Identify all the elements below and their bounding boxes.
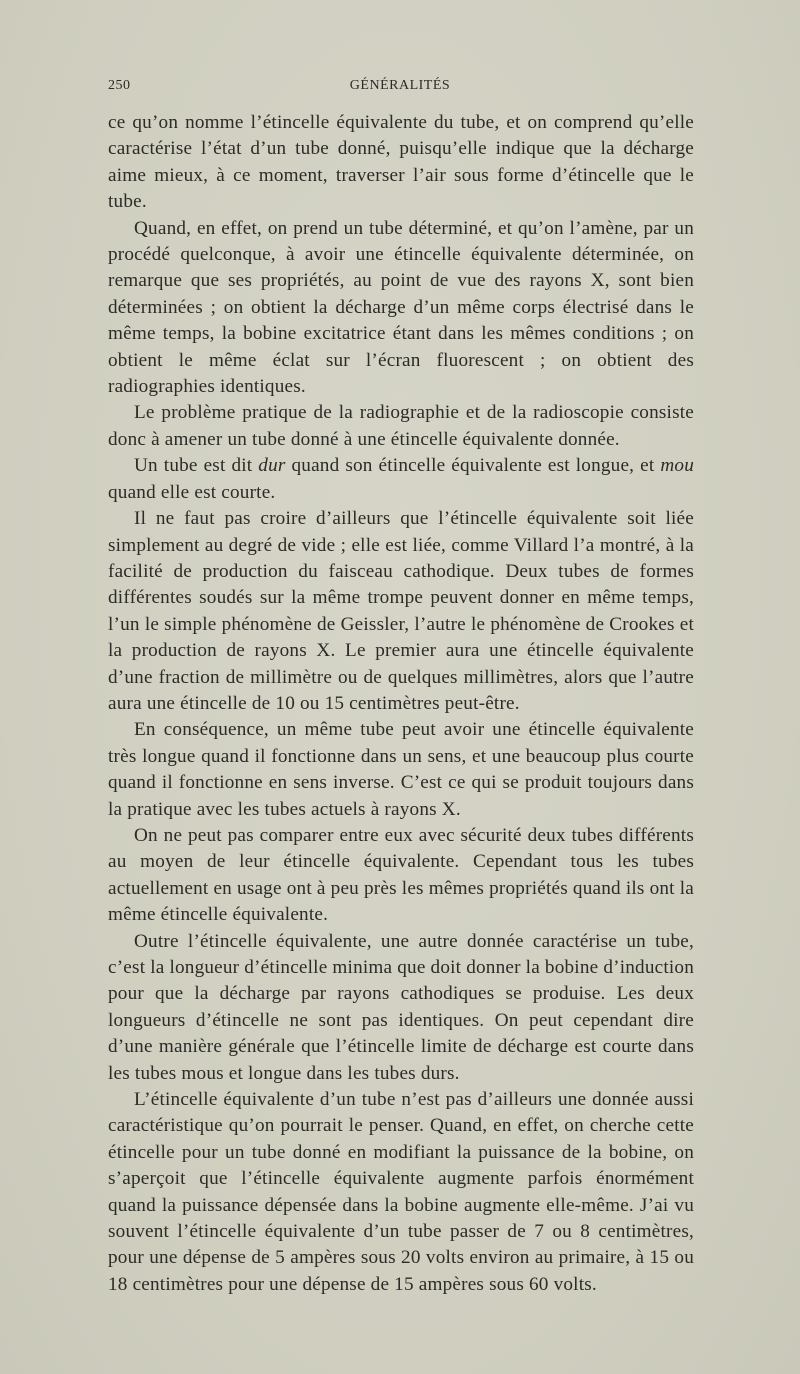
text-segment: Quand, en effet, on prend un tube déterminé, et qu’on l’amène, par un procédé quelconque, à avoir une étincelle équivalente déterminée, on remarque que ses propriétés, au point de vue des rayons X, sont bien déterminées ; on obtient la décharge d’un même corps électrisé dans le même temps, la bobine excitatrice étant dans les mêmes conditions ; on obtient le même éclat sur l’écran fluorescent ; on obtient des radiographies identiques. bbox=[108, 217, 694, 398]
text-segment: Un tube est dit bbox=[134, 455, 259, 477]
paragraph bbox=[108, 929, 694, 1087]
body-text bbox=[108, 110, 694, 1298]
text-segment: L’étincelle équivalente d’un tube n’est pas d’ailleurs une donnée aussi caractéristique qu’on pourrait le penser. Quand, en effet, on cherche cette étincelle pour un tube donné en modifiant la puissance de la bobine, on s’aperçoit que l’étincelle équivalente augmente parfois énormément quand la puissance dépensée dans la bobine augmente elle-même. J’ai vu souvent l’étincelle équivalente d’un tube passer de 7 ou 8 centimètres, pour une dépense de 5 ampères sous 20 volts environ au primaire, à 15 ou 18 centimètres pour une dépense de 15 ampères sous 60 volts. bbox=[108, 1089, 694, 1295]
page-header bbox=[108, 78, 692, 100]
paragraph bbox=[108, 453, 694, 506]
paragraph bbox=[108, 400, 694, 453]
text-segment: Outre l’étincelle équivalente, une autre donnée caractérise un tube, c’est la longueur d’étincelle minima que doit donner la bobine d’induction pour que la décharge par rayons cathodiques se produise. Les deux longueurs d’étincelle ne sont pas identiques. On peut cependant dire d’une manière générale que l’étincelle limite de décharge est courte dans les tubes mous et longue dans les tubes durs. bbox=[108, 930, 694, 1084]
page-number: 250 bbox=[108, 78, 131, 93]
paragraph bbox=[108, 216, 694, 401]
italic-term: dur bbox=[258, 455, 286, 477]
text-segment: En conséquence, un même tube peut avoir une étincelle équivalente très longue quand il fonctionne dans un sens, et une beaucoup plus courte quand il fonctionne en sens inverse. C’est ce qui se produit toujours dans la pratique avec les tubes actuels à rayons X. bbox=[108, 719, 694, 820]
paragraph bbox=[108, 506, 694, 717]
paragraph bbox=[108, 1087, 694, 1298]
paragraph bbox=[108, 717, 694, 823]
text-segment: On ne peut pas comparer entre eux avec sécurité deux tubes différents au moyen de leur étincelle équivalente. Cependant tous les tubes actuellement en usage ont à peu près les mêmes propriétés quand ils ont la même étincelle équivalente. bbox=[108, 824, 694, 926]
text-segment: Il ne faut pas croire d’ailleurs que l’étincelle équivalente soit liée simplement au degré de vide ; elle est liée, comme Villard l’a montré, à la facilité de production du faisceau cathodique. Deux tubes de formes différentes soudés sur la même trompe peuvent donner en même temps, l’un le simple phénomène de Geissler, l’autre le phénomène de Crookes et la production de rayons X. Le premier aura une étincelle équivalente d’une fraction de millimètre ou de quelques millimètres, alors que l’autre aura une étincelle de 10 ou 15 centimètres peut-être. bbox=[108, 508, 694, 714]
text-segment: quand son étincelle équivalente est longue, et bbox=[285, 455, 661, 477]
paragraph bbox=[108, 110, 694, 216]
text-segment: quand elle est courte. bbox=[108, 481, 276, 503]
paragraph bbox=[108, 823, 694, 929]
text-segment: Le problème pratique de la radiographie et de la radioscopie consiste donc à amener un tube donné à une étincelle équivalente donnée. bbox=[108, 402, 694, 450]
running-title: GÉNÉRALITÉS bbox=[349, 78, 451, 93]
italic-term: mou bbox=[660, 455, 694, 477]
text-segment: ce qu’on nomme l’étincelle équivalente du tube, et on comprend qu’elle caractérise l’état d’un tube donné, puisqu’elle indique que la décharge aime mieux, à ce moment, traverser l’air sous forme d’étincelle que le tube. bbox=[108, 112, 694, 213]
